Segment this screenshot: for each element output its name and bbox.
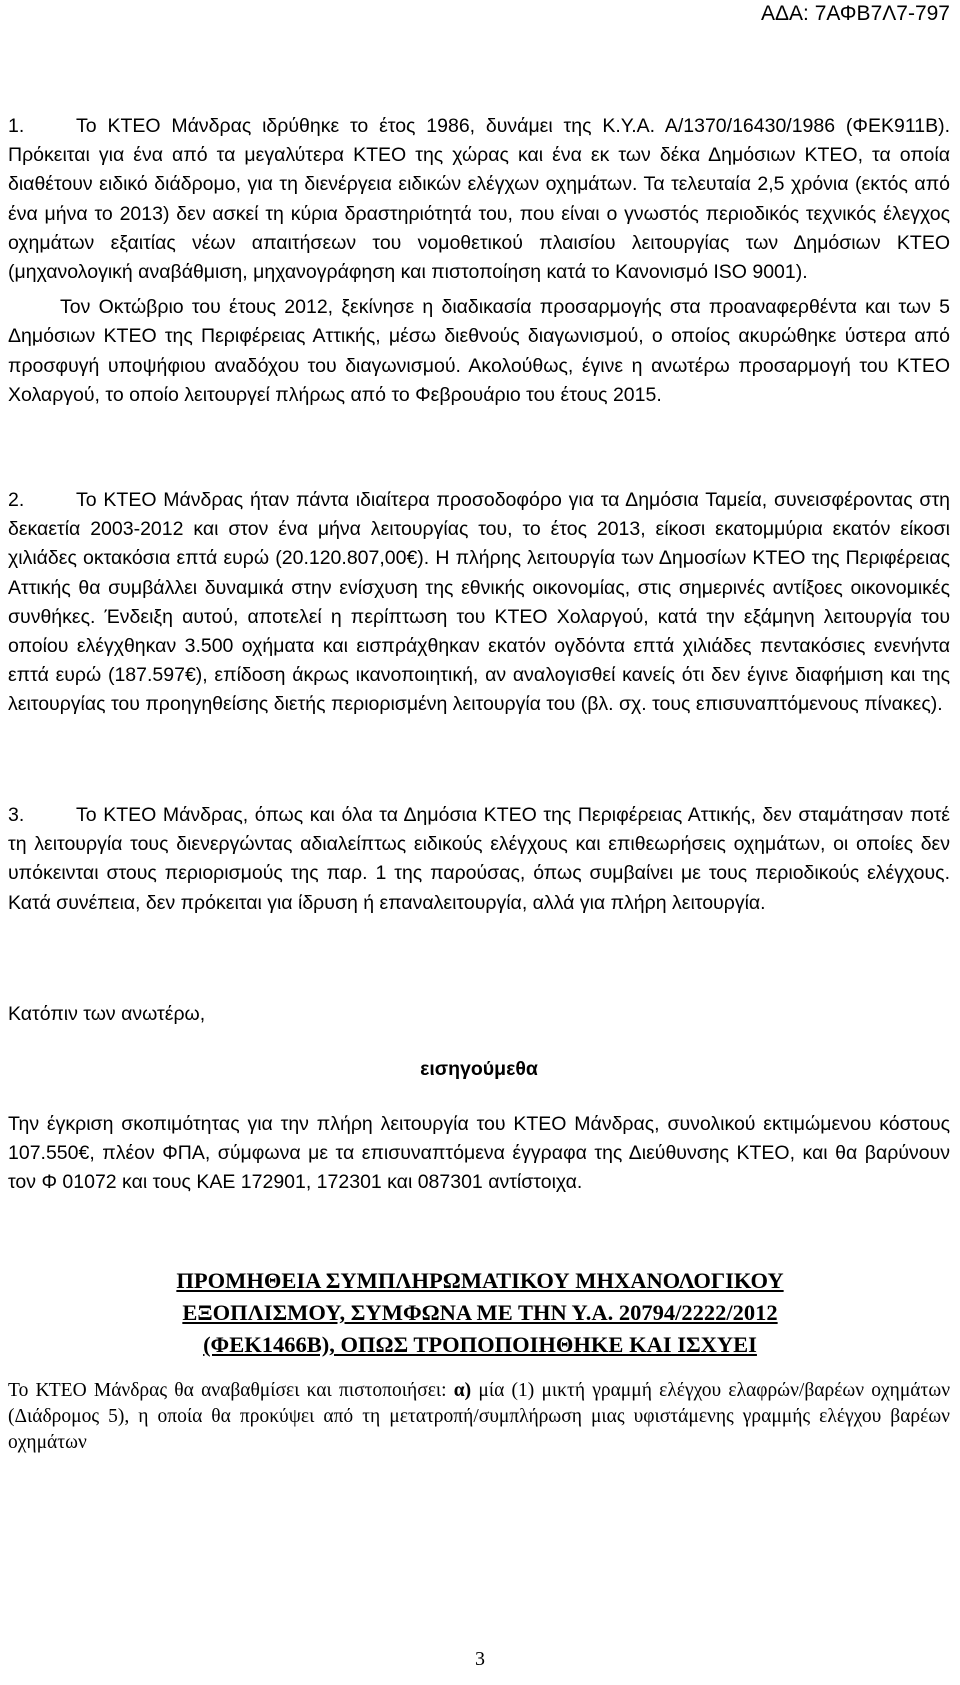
section-1-text: Το ΚΤΕΟ Μάνδρας ιδρύθηκε το έτος 1986, δυνάμει της Κ.Υ.Α. Α/1370/16430/1986 (ΦΕΚ911Β). Πρόκειται για ένα από τα μεγαλύτερα ΚΤΕΟ της χώρας και ένα εκ των δέκα Δημόσιων ΚΤΕΟ, τα οποία διαθέτουν ειδικό διάδρομο, για τη διενέργεια ειδικών ελέγχων οχημάτων. Τα τελευταία 2,5 χρόνια (εκτός από ένα μήνα το 2013) δεν ασκεί τη κύρια δραστηριότητά του, που είναι ο γνωστός περιοδικός τεχνικός έλεγχος οχημάτων εξαιτίας νέων απαιτήσεων του νομοθετικού πλαισίου λειτουργίας των Δημόσιων ΚΤΕΟ (μηχανολογική αναβάθμιση, μηχανογράφηση και πιστοποίηση κατά το Κανονισμό ISO 9001). bbox=[8, 115, 950, 284]
recommendation-text: Την έγκριση σκοπιμότητας για την πλήρη λειτουργία του ΚΤΕΟ Μάνδρας, συνολικού εκτιμώμενου κόστους 107.550€, πλέον ΦΠΑ, σύμφωνα με τα επισυναπτόμενα έγγραφα της Διεύθυνσης ΚΤΕΟ, και θα βαρύνουν τον Φ 01072 και τους ΚΑΕ 172901, 172301 και 087301 αντίστοιχα. bbox=[8, 1113, 950, 1194]
procurement-text-before: Το ΚΤΕΟ Μάνδρας θα αναβαθμίσει και πιστοποιήσει: bbox=[8, 1380, 447, 1401]
procurement-heading-line-3: (ΦΕΚ1466Β), ΟΠΩΣ ΤΡΟΠΟΠΟΙΗΘΗΚΕ ΚΑΙ ΙΣΧΥΕΙ bbox=[203, 1332, 757, 1357]
procurement-text-after: μία (1) μικτή γραμμή ελέγχου ελαφρών/βαρέων οχημάτων (Διάδρομος 5), η οποία θα προκύψει από τη μετατροπή/συμπλήρωση μιας υφιστάμενης γραμμής ελέγχου βαρέων οχημάτων bbox=[8, 1380, 951, 1453]
procurement-marker: α) bbox=[453, 1380, 472, 1401]
section-3-text: Το ΚΤΕΟ Μάνδρας, όπως και όλα τα Δημόσια ΚΤΕΟ της Περιφέρειας Αττικής, δεν σταμάτησαν ποτέ τη λειτουργία τους διενεργώντας αδιαλείπτως ειδικούς ελέγχους και επιθεωρήσεις οχημάτων, οι οποίες δεν υπόκεινται στους περιορισμούς της παρ. 1 της παρούσας, όπως συμβαίνει με τους περιοδικούς ελέγχους. Κατά συνέπεια, δεν πρόκειται για ίδρυση ή επαναλειτουργία, αλλά για πλήρη λειτουργία. bbox=[8, 804, 950, 914]
section-2-text: Το ΚΤΕΟ Μάνδρας ήταν πάντα ιδιαίτερα προσοδοφόρο για τα Δημόσια Ταμεία, συνεισφέροντας στη δεκαετία 2003-2012 και στον ένα μήνα λειτουργίας του, το έτος 2013, είκοσι εκατομμύρια εκατόν είκοσι χιλιάδες οκτακόσια επτά ευρώ (20.120.807,00€). Η πλήρης λειτουργία των Δημοσίων ΚΤΕΟ της Περιφέρειας Αττικής θα συμβάλλει δυναμικά στην ενίσχυση της εθνικής οικονομίας, στις σημερινές αντίξοες οικονομικές συνθήκες. Ένδειξη αυτού, αποτελεί η περίπτωση του ΚΤΕΟ Χολαργού, κατά την εξάμηνη λειτουργία του οποίου ελέγχθηκαν 3.500 οχήματα και εισπράχθηκαν εκατόν ογδόντα επτά χιλιάδες πεντακόσιες ενενήντα επτά ευρώ (187.597€), επίδοση άκρως ικανοποιητική, αν αναλογισθεί κανείς ότι δεν έγινε διαφήμιση και της λειτουργίας του προηγηθείσης διετής περιορισμένη λειτουργία του (βλ. σχ. τους επισυναπτόμενους πίνακες). bbox=[8, 489, 950, 716]
section-1-paragraph-2: Τον Οκτώβριο του έτους 2012, ξεκίνησε η διαδικασία προσαρμογής στα προαναφερθέντα και των 5 Δημόσιων ΚΤΕΟ της Περιφέρειας Αττικής, μέσω διεθνούς διαγωνισμού, ο οποίος ακυρώθηκε ύστερα από προσφυγή υποψήφιου αναδόχου του διαγωνισμού. Ακολούθως, έγινε η ανωτέρω προσαρμογή του ΚΤΕΟ Χολαργού, το οποίο λειτουργεί πλήρως από το Φεβρουάριο του έτους 2015. bbox=[8, 296, 950, 406]
section-3 bbox=[8, 801, 950, 918]
procurement-text bbox=[8, 1378, 950, 1456]
procurement-heading bbox=[0, 1265, 960, 1361]
section-3-paragraph bbox=[8, 801, 950, 918]
recommendation-heading: εισηγούμεθα bbox=[420, 1058, 538, 1080]
procurement-heading-line-1: ΠΡΟΜΗΘΕΙΑ ΣΥΜΠΛΗΡΩΜΑΤΙΚΟΥ ΜΗΧΑΝΟΛΟΓΙΚΟΥ bbox=[176, 1268, 784, 1293]
section-1-paragraph bbox=[8, 112, 950, 287]
section-1 bbox=[8, 112, 950, 410]
section-2-paragraph bbox=[8, 486, 950, 720]
procurement-heading-line-2: ΕΞΟΠΛΙΣΜΟΥ, ΣΥΜΦΩΝΑ ΜΕ ΤΗΝ Υ.Α. 20794/2222/2012 bbox=[182, 1300, 778, 1325]
section-2 bbox=[8, 486, 950, 720]
conclusion-intro: Κατόπιν των ανωτέρω, bbox=[8, 1003, 206, 1025]
page-number: 3 bbox=[475, 1648, 485, 1670]
ada-code: ΑΔΑ: 7ΑΦΒ7Λ7-797 bbox=[761, 2, 950, 25]
section-2-number: 2. bbox=[8, 489, 25, 511]
section-3-number: 3. bbox=[8, 804, 25, 826]
section-1-number: 1. bbox=[8, 115, 25, 137]
